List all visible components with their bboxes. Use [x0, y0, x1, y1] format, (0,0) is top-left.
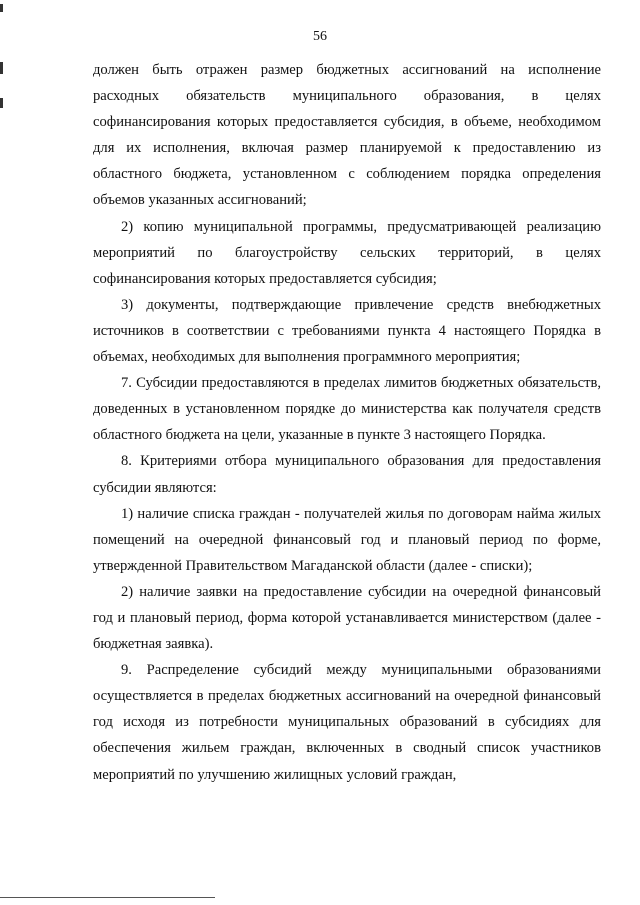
- page-number: 56: [313, 29, 327, 44]
- paragraph-criterion-2: 2) наличие заявки на предоставление субсидии на очередной финансовый год и плановый период, форма которой устанавливается министерством (далее - бюджетная заявка).: [93, 583, 601, 653]
- paragraph-clause-7: 7. Субсидии предоставляются в пределах лимитов бюджетных обязательств, доведенных в установленном порядке до министерства как получателя средств областного бюджета на цели, указанные в пункте 3 настоящего Порядка.: [93, 375, 601, 444]
- scan-margin-mark-top: [0, 4, 3, 12]
- paragraph-continuation: должен быть отражен размер бюджетных ассигнований на исполнение расходных обязательств муниципального образования, в целях софинансирования которых предоставляется субсидия, в объеме, необходимом для их исполнения, включая размер планируемой к предоставлению из областного бюджета, установленном с соблюдением порядка определения объемов указанных ассигнований;: [93, 62, 601, 209]
- scan-margin-mark-lower: [0, 98, 3, 108]
- paragraph-clause-8: 8. Критериями отбора муниципального образования для предоставления субсидии являются:: [93, 453, 601, 496]
- paragraph-item-2: 2) копию муниципальной программы, предусматривающей реализацию мероприятий по благоустройству сельских территорий, в целях софинансирования которых предоставляется субсидия;: [93, 218, 601, 287]
- footer-rule: [0, 897, 215, 898]
- document-body: [93, 57, 601, 788]
- paragraph-item-3: 3) документы, подтверждающие привлечение средств внебюджетных источников в соответствии с требованиями пункта 4 настоящего Порядка в объемах, необходимых для выполнения программного мероприятия;: [93, 296, 601, 366]
- scan-margin-mark-middle: [0, 62, 3, 74]
- paragraph-clause-9: 9. Распределение субсидий между муниципальными образованиями осуществляется в пределах бюджетных ассигнований на очередной финансовый год исходя из потребности муниципальных образований в субсидиях для обеспечения жильем граждан, включенных в сводный список участников мероприятий по улучшению жилищных условий граждан,: [93, 662, 601, 783]
- paragraph-criterion-1: 1) наличие списка граждан - получателей жилья по договорам найма жилых помещений на очередной финансовый год и плановый период по форме, утвержденной Правительством Магаданской области (далее - списки);: [93, 505, 601, 574]
